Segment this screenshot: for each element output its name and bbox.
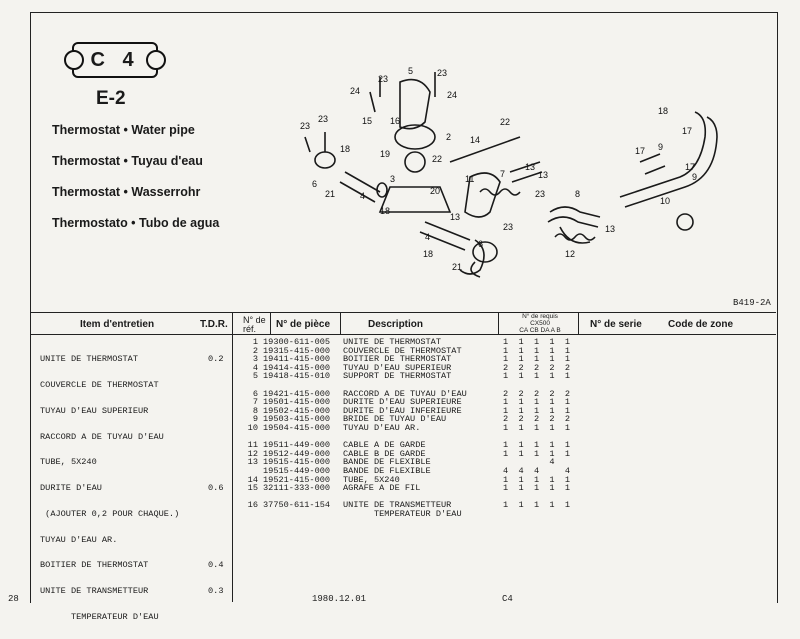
table-cell-ref: 10 [247, 422, 258, 433]
diagram-callouts [300, 66, 697, 272]
table-cell-ref: 15 [247, 483, 258, 494]
svg-text:6: 6 [312, 179, 318, 189]
svg-text:24: 24 [350, 86, 361, 96]
svg-text:2: 2 [446, 132, 452, 142]
header-quantity: N° de requis CX500 CA CB DA A B [519, 313, 561, 334]
table-cell-part [263, 510, 330, 519]
svg-text:23: 23 [535, 189, 546, 199]
table-cell-part: 37750-611-154 [263, 500, 331, 511]
guard-cable-a [480, 189, 520, 195]
parts-description-column [343, 338, 467, 518]
list-item: BOITIER DE THERMOSTAT [40, 560, 149, 571]
table-cell-desc: DURITE D'EAU SUPERIEURE [343, 397, 462, 408]
list-item: TUYAU D'EAU SUPERIEUR [40, 405, 149, 416]
svg-text:18: 18 [658, 106, 669, 116]
tdr-value [208, 510, 229, 519]
list-item: DURITE D'EAU [40, 483, 102, 494]
table-cell-part: 19511-449-000 [263, 440, 331, 451]
table-top-border [30, 312, 776, 313]
svg-text:4: 4 [425, 232, 431, 242]
table-cell-part: 19503-415-000 [263, 414, 331, 425]
table-cell-qty: 1 1 1 1 1 [503, 354, 571, 365]
tube-5x240 [450, 137, 520, 162]
table-cell-qty: 1 1 1 1 1 [503, 422, 571, 433]
table-cell-desc: BOITIER DE THERMOSTAT [343, 354, 452, 365]
table-cell-ref: 7 [252, 397, 258, 408]
header-part-no: N° de pièce [276, 319, 331, 330]
svg-text:13: 13 [538, 170, 549, 180]
table-cell-desc: CABLE B DE GARDE [343, 448, 426, 459]
table-cell-ref: 2 [252, 345, 258, 356]
svg-text:7: 7 [500, 169, 506, 179]
table-cell-desc: TUBE, 5X240 [343, 474, 400, 485]
table-cell-desc: AGRAFE A DE FIL [343, 483, 421, 494]
table-cell-part: 19504-415-000 [263, 422, 331, 433]
table-cell-qty: 1 1 1 1 1 [503, 397, 571, 408]
tdr-value [208, 458, 229, 467]
table-cell-ref: 14 [247, 474, 258, 485]
table-cell-ref: 6 [252, 388, 258, 399]
svg-text:10: 10 [660, 196, 671, 206]
svg-text:17: 17 [685, 162, 696, 172]
title-french: Thermostat • Tuyau d'eau [52, 154, 203, 168]
svg-text:17: 17 [635, 146, 646, 156]
bolts [305, 72, 435, 152]
svg-text:5: 5 [408, 66, 414, 76]
table-cell-part: 19515-449-000 [263, 465, 331, 476]
list-item: UNITE DE THERMOSTAT [40, 354, 138, 365]
list-item: TUYAU D'EAU AR. [40, 534, 118, 545]
svg-text:16: 16 [390, 116, 401, 126]
table-cell-qty: 1 1 1 1 1 [503, 483, 571, 494]
svg-text:24: 24 [447, 90, 458, 100]
svg-text:9: 9 [692, 172, 698, 182]
lower-water-hose [548, 207, 600, 227]
table-cell-ref: 3 [252, 354, 258, 365]
svg-text:15: 15 [362, 116, 373, 126]
table-cell-ref: 16 [247, 500, 258, 511]
svg-text:6: 6 [478, 239, 484, 249]
table-cell-part: 19300-611-005 [263, 337, 331, 347]
svg-text:23: 23 [300, 121, 311, 131]
svg-text:8: 8 [575, 189, 581, 199]
list-item: RACCORD A DE TUYAU D'EAU [40, 431, 164, 442]
svg-text:22: 22 [500, 117, 511, 127]
header-zone: Code de zone [668, 319, 734, 330]
table-cell-qty: 1 1 1 1 1 [503, 440, 571, 451]
svg-text:14: 14 [470, 135, 481, 145]
table-cell-desc: TUYAU D'EAU AR. [343, 422, 421, 433]
table-cell-qty [503, 510, 570, 519]
list-item: TUBE, 5X240 [40, 457, 97, 468]
table-cell-part: 19421-415-000 [263, 388, 331, 399]
table-cell-qty: 1 1 1 1 1 [503, 405, 571, 416]
column-divider [340, 312, 341, 334]
svg-text:18: 18 [380, 206, 391, 216]
tdr-value: 0.3 [208, 586, 224, 597]
title-english: Thermostat • Water pipe [52, 123, 195, 137]
svg-text:21: 21 [325, 189, 336, 199]
svg-text:13: 13 [525, 162, 536, 172]
svg-text:3: 3 [390, 174, 396, 184]
list-item: COUVERCLE DE THERMOSTAT [40, 379, 159, 390]
column-divider [232, 312, 233, 602]
svg-text:18: 18 [340, 144, 351, 154]
column-divider [498, 312, 499, 334]
table-cell-ref: 4 [252, 362, 258, 373]
header-item: Item d'entretien [80, 319, 155, 330]
parts-ref-column [240, 338, 258, 518]
header-ref-no: N° de réf. [243, 315, 266, 334]
svg-text:9: 9 [658, 142, 664, 152]
table-cell-ref: 9 [252, 414, 258, 425]
issue-date: 1980.12.01 [312, 594, 367, 604]
section-number: E-2 [96, 88, 126, 109]
list-item: TEMPERATEUR D'EAU [40, 612, 159, 622]
parts-number-column [263, 338, 330, 518]
table-cell-desc: CABLE A DE GARDE [343, 440, 426, 451]
maintenance-item-list [40, 338, 179, 639]
table-cell-desc: DURITE D'EAU INFERIEURE [343, 405, 462, 416]
tdr-value [208, 536, 229, 545]
svg-text:23: 23 [378, 74, 389, 84]
thermostat-support-part [400, 80, 430, 129]
table-cell-desc: UNITE DE THERMOSTAT [343, 337, 441, 347]
table-cell-qty: 1 1 1 1 1 [503, 371, 571, 382]
table-cell-desc: TUYAU D'EAU SUPERIEUR [343, 362, 452, 373]
parts-quantity-column [503, 338, 570, 518]
svg-text:13: 13 [450, 212, 461, 222]
svg-text:19: 19 [380, 149, 391, 159]
tdr-value [208, 433, 229, 442]
table-cell-desc: BRIDE DE TUYAU D'EAU [343, 414, 447, 425]
tdr-value: 0.2 [208, 354, 224, 365]
svg-text:23: 23 [318, 114, 329, 124]
table-cell-ref: 5 [252, 371, 258, 382]
table-cell-ref: 11 [247, 440, 258, 451]
footer-code: C4 [502, 594, 513, 604]
table-cell-part: 19315-415-000 [263, 345, 331, 356]
column-divider [578, 312, 579, 334]
table-cell-qty: 2 2 2 2 2 [503, 362, 571, 373]
table-cell-qty: 1 1 1 1 1 [503, 448, 571, 459]
tdr-value [208, 407, 229, 416]
table-cell-part: 19515-415-000 [263, 457, 331, 468]
table-cell-part: 19414-415-000 [263, 362, 331, 373]
title-german: Thermostat • Wasserrohr [52, 185, 201, 199]
table-cell-part: 19418-415-010 [263, 371, 331, 382]
table-cell-part: 32111-333-000 [263, 483, 331, 494]
table-cell-ref [240, 510, 258, 519]
svg-text:20: 20 [430, 186, 441, 196]
svg-text:12: 12 [565, 249, 576, 259]
svg-text:4: 4 [360, 191, 366, 201]
svg-text:11: 11 [465, 174, 475, 184]
table-cell-desc: BANDE DE FLEXIBLE [343, 457, 431, 468]
table-cell-ref: 8 [252, 405, 258, 416]
list-item: UNITE DE TRANSMETTEUR [40, 586, 149, 597]
table-cell-desc: BANDE DE FLEXIBLE [343, 465, 431, 476]
table-cell-part: 19521-415-000 [263, 474, 331, 485]
list-item: (AJOUTER 0,2 POUR CHAQUE.) [40, 508, 180, 519]
table-cell-part: 19502-415-000 [263, 405, 331, 416]
table-cell-ref: 1 [252, 337, 258, 347]
table-cell-ref: 13 [247, 457, 258, 468]
header-tdr: T.D.R. [200, 319, 228, 330]
table-cell-desc: COUVERCLE DE THERMOSTAT [343, 345, 462, 356]
tdr-value [208, 381, 229, 390]
table-cell-qty: 2 2 2 2 2 [503, 414, 571, 425]
table-cell-desc: TEMPERATEUR D'EAU [343, 508, 462, 519]
svg-text:23: 23 [437, 68, 448, 78]
table-cell-qty: 2 2 2 2 2 [503, 388, 571, 399]
table-cell-qty: 1 1 1 1 1 [503, 345, 571, 356]
column-divider [270, 312, 271, 334]
svg-text:18: 18 [423, 249, 434, 259]
svg-text:22: 22 [432, 154, 443, 164]
table-cell-qty: 4 [503, 457, 555, 468]
svg-text:23: 23 [503, 222, 514, 232]
exploded-parts-diagram [230, 62, 760, 312]
table-cell-ref: 12 [247, 448, 258, 459]
figure-reference: B419-2A [733, 298, 771, 308]
page-number: 28 [8, 594, 19, 604]
tdr-value: 0.4 [208, 560, 224, 571]
table-cell-desc: SUPPORT DE THERMOSTAT [343, 371, 452, 382]
table-cell-part: 19411-415-000 [263, 354, 331, 365]
table-cell-qty: 1 1 1 1 1 [503, 500, 571, 511]
section-titles [52, 122, 219, 246]
thermostat-unit-part [405, 152, 425, 172]
header-serial: N° de serie [590, 319, 642, 330]
svg-text:13: 13 [605, 224, 616, 234]
table-cell-qty: 4 4 4 4 [503, 465, 571, 476]
tdr-value [208, 613, 229, 622]
title-spanish: Thermostato • Tubo de agua [52, 216, 220, 230]
maintenance-tdr-list [208, 338, 229, 639]
model-code-badge: C 4 [72, 42, 158, 78]
tdr-value: 0.6 [208, 483, 224, 494]
header-description: Description [368, 319, 424, 330]
table-cell-desc: UNITE DE TRANSMETTEUR [343, 500, 452, 511]
table-cell-desc: RACCORD A DE TUYAU D'EAU [343, 388, 467, 399]
table-header-border [30, 334, 776, 335]
table-cell-qty: 1 1 1 1 1 [503, 474, 571, 485]
table-cell-part: 19512-449-000 [263, 448, 331, 459]
table-cell-part: 19501-415-000 [263, 397, 331, 408]
table-cell-qty: 1 1 1 1 1 [503, 337, 571, 347]
svg-text:21: 21 [452, 262, 463, 272]
svg-text:17: 17 [682, 126, 693, 136]
guard-cable-b [555, 234, 595, 240]
